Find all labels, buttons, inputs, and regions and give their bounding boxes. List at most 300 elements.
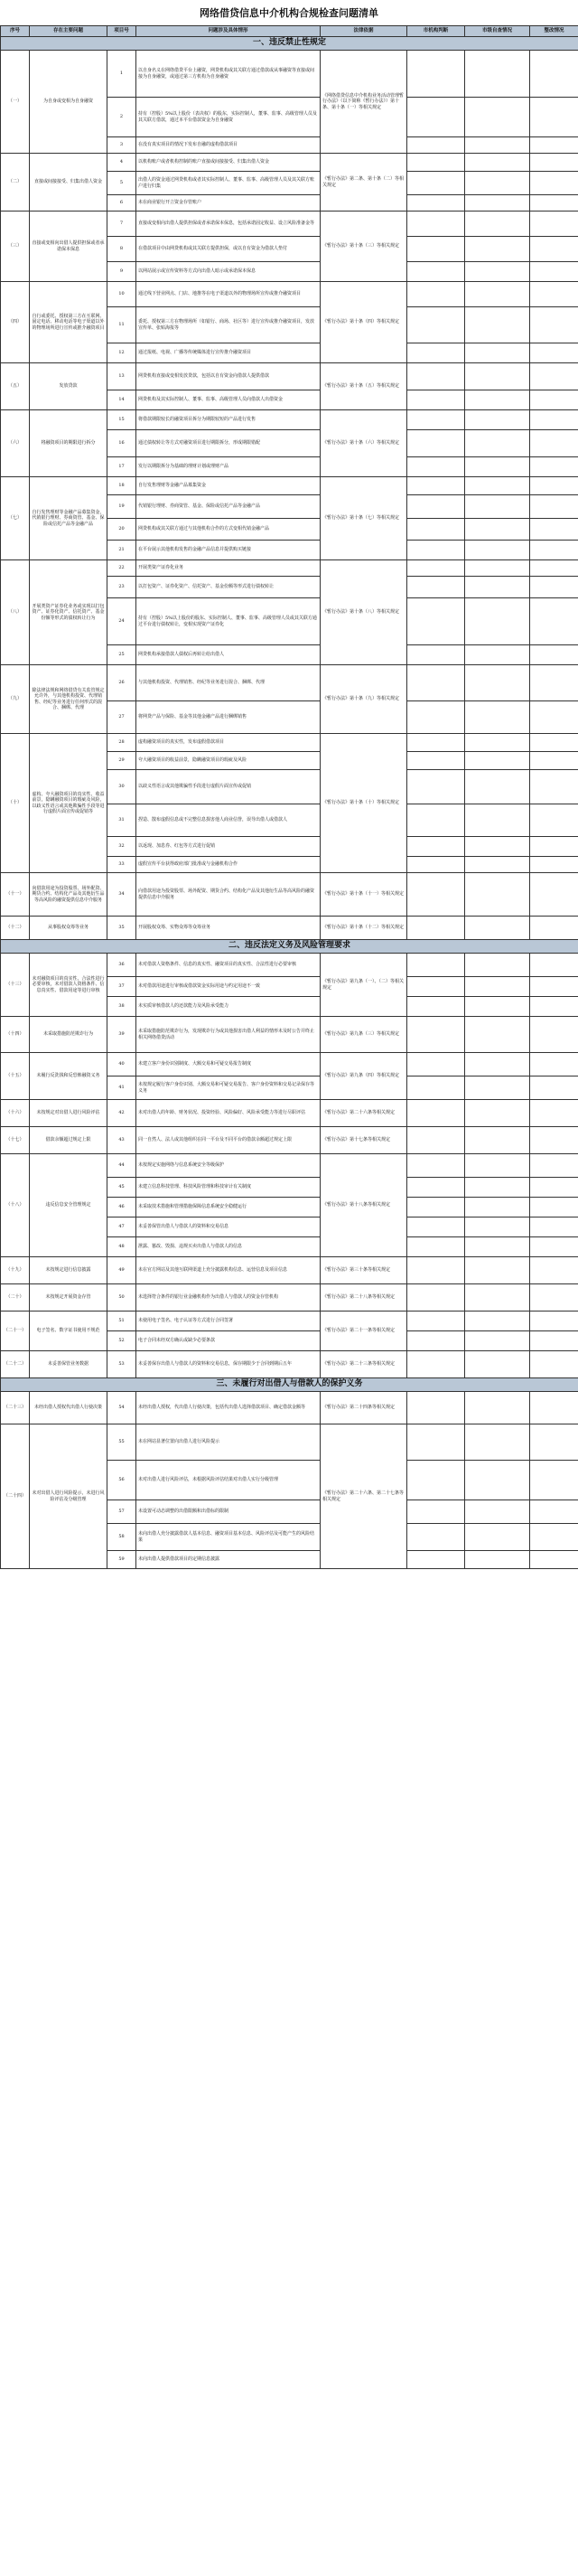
group-issue: 未妥善保管业务数据 xyxy=(30,1351,107,1378)
rectify-cell[interactable] xyxy=(530,1461,578,1500)
judgment-cell[interactable] xyxy=(407,410,465,430)
rectify-cell[interactable] xyxy=(530,917,578,940)
item-detail: 委托、授权第三方在物理场所（如银行、商场、社区等）进行宣传或推介融资项目，发放宣传单、张贴海报等 xyxy=(136,307,321,343)
judgment-cell[interactable] xyxy=(407,701,465,734)
self-check-cell[interactable] xyxy=(465,172,530,195)
self-check-cell[interactable] xyxy=(465,1424,530,1461)
judgment-cell[interactable] xyxy=(407,51,465,98)
judgment-cell[interactable] xyxy=(407,1257,465,1284)
item-no: 33 xyxy=(107,857,136,873)
rectify-cell[interactable] xyxy=(530,1351,578,1378)
item-no: 10 xyxy=(107,282,136,307)
group-law: 《暂行办法》第二十三条等相关规定 xyxy=(321,1351,407,1378)
judgment-cell[interactable] xyxy=(407,804,465,837)
self-check-cell[interactable] xyxy=(465,917,530,940)
item-detail: 未选择符合条件的银行业金融机构作为出借人与借款人的资金存管机构 xyxy=(136,1284,321,1312)
self-check-cell[interactable] xyxy=(465,645,530,665)
item-detail: 与其他机构投资、代理销售、经纪等业务进行混合、捆绑、代理 xyxy=(136,665,321,701)
group-no: （二十） xyxy=(1,1284,30,1312)
item-detail: 自行发售理财等金融产品募集资金 xyxy=(136,477,321,495)
group-issue: 向借款用途为投资股票、场外配资、期货合约、结构化产品及其他衍生品等高风险的融资提供信息中介服务 xyxy=(30,873,107,917)
judgment-cell[interactable] xyxy=(407,1217,465,1237)
judgment-cell[interactable] xyxy=(407,1392,465,1424)
group-law: 《暂行办法》第十条（七）等相关规定 xyxy=(321,477,407,560)
judgment-cell[interactable] xyxy=(407,195,465,212)
section-title: 三、未履行对出借人与借款人的保护义务 xyxy=(1,1378,578,1392)
self-check-cell[interactable] xyxy=(465,701,530,734)
judgment-cell[interactable] xyxy=(407,873,465,917)
item-no: 1 xyxy=(107,51,136,98)
rectify-cell[interactable] xyxy=(530,430,578,457)
rectify-cell[interactable] xyxy=(530,1053,578,1076)
section-row xyxy=(1,940,578,954)
rectify-cell[interactable] xyxy=(530,363,578,390)
judgment-cell[interactable] xyxy=(407,1524,465,1551)
item-no: 23 xyxy=(107,577,136,598)
item-no: 8 xyxy=(107,237,136,262)
rectify-cell[interactable] xyxy=(530,343,578,363)
group-no: （二十二） xyxy=(1,1351,30,1378)
self-check-cell[interactable] xyxy=(465,1331,530,1351)
item-no: 4 xyxy=(107,154,136,172)
judgment-cell[interactable] xyxy=(407,1461,465,1500)
header-row xyxy=(1,26,578,37)
self-check-cell[interactable] xyxy=(465,977,530,997)
rectify-cell[interactable] xyxy=(530,172,578,195)
group-law: 《暂行办法》第十条（十）等相关规定 xyxy=(321,734,407,873)
self-check-cell[interactable] xyxy=(465,541,530,560)
item-no: 45 xyxy=(107,1178,136,1198)
judgment-cell[interactable] xyxy=(407,734,465,752)
rectify-cell[interactable] xyxy=(530,410,578,430)
rectify-cell[interactable] xyxy=(530,857,578,873)
item-detail: 未实质审核借款人的还款能力及风险承受能力 xyxy=(136,997,321,1017)
item-no: 17 xyxy=(107,457,136,477)
header-no: 序号 xyxy=(1,26,30,37)
judgment-cell[interactable] xyxy=(407,977,465,997)
group-issue: 虚构、夸大融资项目的真实性、收益前景，隐瞒融资项目的瑕疵及风险，以歧义性语言或其他欺骗性手段等进行虚假片面宣传或促销等 xyxy=(30,734,107,873)
rectify-cell[interactable] xyxy=(530,1017,578,1053)
judgment-cell[interactable] xyxy=(407,645,465,665)
item-detail: 未建立信息科技管理、科技风险管理和科技审计有关制度 xyxy=(136,1178,321,1198)
judgment-cell[interactable] xyxy=(407,519,465,541)
rectify-cell[interactable] xyxy=(530,390,578,410)
item-no: 2 xyxy=(107,98,136,137)
rectify-cell[interactable] xyxy=(530,645,578,665)
judgment-cell[interactable] xyxy=(407,307,465,343)
table-row xyxy=(1,477,578,495)
rectify-cell[interactable] xyxy=(530,237,578,262)
item-no: 57 xyxy=(107,1500,136,1524)
self-check-cell[interactable] xyxy=(465,1127,530,1154)
rectify-cell[interactable] xyxy=(530,307,578,343)
rectify-cell[interactable] xyxy=(530,1237,578,1257)
rectify-cell[interactable] xyxy=(530,701,578,734)
judgment-cell[interactable] xyxy=(407,857,465,873)
self-check-cell[interactable] xyxy=(465,1154,530,1178)
item-detail: 在没有真实项目的情况下发布自融的虚构借款项目 xyxy=(136,137,321,154)
self-check-cell[interactable] xyxy=(465,430,530,457)
rectify-cell[interactable] xyxy=(530,98,578,137)
item-detail: 未对出借人进行风险评估，未根据风险评估结果对出借人实行分级管理 xyxy=(136,1461,321,1500)
rectify-cell[interactable] xyxy=(530,665,578,701)
group-no: （七） xyxy=(1,477,30,560)
group-no: （十） xyxy=(1,734,30,873)
self-check-cell[interactable] xyxy=(465,1500,530,1524)
item-no: 52 xyxy=(107,1331,136,1351)
item-no: 14 xyxy=(107,390,136,410)
self-check-cell[interactable] xyxy=(465,1217,530,1237)
rectify-cell[interactable] xyxy=(530,977,578,997)
self-check-cell[interactable] xyxy=(465,837,530,857)
judgment-cell[interactable] xyxy=(407,1076,465,1100)
group-law: 《暂行办法》第十条（九）等相关规定 xyxy=(321,665,407,734)
rectify-cell[interactable] xyxy=(530,541,578,560)
self-check-cell[interactable] xyxy=(465,734,530,752)
self-check-cell[interactable] xyxy=(465,237,530,262)
self-check-cell[interactable] xyxy=(465,51,530,98)
group-issue: 将融资项目的期限进行拆分 xyxy=(30,410,107,477)
rectify-cell[interactable] xyxy=(530,262,578,282)
group-no: （十三） xyxy=(1,954,30,1017)
self-check-cell[interactable] xyxy=(465,873,530,917)
group-law: 《暂行办法》第十条（六）等相关规定 xyxy=(321,410,407,477)
item-detail: 持有（控股）5%以上股份（表决权）的股东，实际控制人，董事、监事、高级管理人员及其关联方借款，通过本平台借款资金为自身融资 xyxy=(136,98,321,137)
item-detail: 向借款用途为投资股票、场外配资、期货合约、结构化产品及其他衍生品等高风险的融资提供信息中介服务 xyxy=(136,873,321,917)
item-no: 46 xyxy=(107,1198,136,1217)
rectify-cell[interactable] xyxy=(530,1154,578,1178)
rectify-cell[interactable] xyxy=(530,1312,578,1331)
item-detail: 未建立客户身份识别制度、大额交易和可疑交易报告制度 xyxy=(136,1053,321,1076)
table-row xyxy=(1,1312,578,1331)
table-row xyxy=(1,363,578,390)
item-no: 56 xyxy=(107,1461,136,1500)
judgment-cell[interactable] xyxy=(407,917,465,940)
self-check-cell[interactable] xyxy=(465,282,530,307)
item-no: 22 xyxy=(107,560,136,577)
item-no: 38 xyxy=(107,997,136,1017)
rectify-cell[interactable] xyxy=(530,873,578,917)
self-check-cell[interactable] xyxy=(465,752,530,770)
group-no: （十五） xyxy=(1,1053,30,1100)
self-check-cell[interactable] xyxy=(465,954,530,977)
rectify-cell[interactable] xyxy=(530,137,578,154)
judgment-cell[interactable] xyxy=(407,598,465,645)
rectify-cell[interactable] xyxy=(530,770,578,804)
rectify-cell[interactable] xyxy=(530,577,578,598)
judgment-cell[interactable] xyxy=(407,560,465,577)
rectify-cell[interactable] xyxy=(530,1331,578,1351)
judgment-cell[interactable] xyxy=(407,172,465,195)
item-detail: 开展股权众筹、实物众筹等众筹业务 xyxy=(136,917,321,940)
self-check-cell[interactable] xyxy=(465,1178,530,1198)
rectify-cell[interactable] xyxy=(530,1127,578,1154)
group-law: 《网络借贷信息中介机构业务活动管理暂行办法》（以下简称《暂行办法》）第十条、第十条（一）等相关规定 xyxy=(321,51,407,154)
group-law: 《暂行办法》第十条（十一）等相关规定 xyxy=(321,873,407,917)
item-no: 34 xyxy=(107,873,136,917)
item-detail: 未在商业银行开立资金存管账户 xyxy=(136,195,321,212)
section-title: 一、违反禁止性规定 xyxy=(1,37,578,51)
item-no: 13 xyxy=(107,363,136,390)
self-check-cell[interactable] xyxy=(465,262,530,282)
item-detail: 通过线下营业网点、门店、地推等在电子渠道以外的物理场所宣传或推介融资项目 xyxy=(136,282,321,307)
item-detail: 在借款项目中由网贷机构或其关联方提供担保，或以自有资金为借款人垫付 xyxy=(136,237,321,262)
judgment-cell[interactable] xyxy=(407,954,465,977)
table-row xyxy=(1,665,578,701)
judgment-cell[interactable] xyxy=(407,430,465,457)
table-row xyxy=(1,212,578,237)
item-no: 3 xyxy=(107,137,136,154)
self-check-cell[interactable] xyxy=(465,1100,530,1127)
rectify-cell[interactable] xyxy=(530,1100,578,1127)
judgment-cell[interactable] xyxy=(407,1198,465,1217)
item-detail: 泄露、篡改、毁损、违规买卖出借人与借款人的信息 xyxy=(136,1237,321,1257)
checklist-table xyxy=(0,25,578,1569)
rectify-cell[interactable] xyxy=(530,1198,578,1217)
self-check-cell[interactable] xyxy=(465,212,530,237)
self-check-cell[interactable] xyxy=(465,770,530,804)
judgment-cell[interactable] xyxy=(407,1154,465,1178)
judgment-cell[interactable] xyxy=(407,1284,465,1312)
group-law: 《暂行办法》第十条（四）等相关规定 xyxy=(321,282,407,363)
table-row xyxy=(1,1017,578,1053)
item-detail: 虚假宣传平台获得政府部门批准或与金融机构合作 xyxy=(136,857,321,873)
self-check-cell[interactable] xyxy=(465,560,530,577)
item-detail: 以机构账户或者机构控制的账户直接或间接接受、归集出借人资金 xyxy=(136,154,321,172)
item-detail: 直接或变相向出借人提供担保或者承诺保本保息，包括承诺固定收益、设立风险准备金等 xyxy=(136,212,321,237)
self-check-cell[interactable] xyxy=(465,457,530,477)
judgment-cell[interactable] xyxy=(407,1424,465,1461)
item-detail: 电子合同未经双方确认或缺少必要条款 xyxy=(136,1331,321,1351)
group-no: （十二） xyxy=(1,917,30,940)
judgment-cell[interactable] xyxy=(407,137,465,154)
self-check-cell[interactable] xyxy=(465,410,530,430)
rectify-cell[interactable] xyxy=(530,1392,578,1424)
self-check-cell[interactable] xyxy=(465,598,530,645)
item-detail: 通过债权转让等方式对融资项目进行期限拆分，形成期限错配 xyxy=(136,430,321,457)
rectify-cell[interactable] xyxy=(530,734,578,752)
self-check-cell[interactable] xyxy=(465,1198,530,1217)
self-check-cell[interactable] xyxy=(465,154,530,172)
judgment-cell[interactable] xyxy=(407,1551,465,1569)
judgment-cell[interactable] xyxy=(407,1127,465,1154)
item-no: 6 xyxy=(107,195,136,212)
item-no: 50 xyxy=(107,1284,136,1312)
self-check-cell[interactable] xyxy=(465,477,530,495)
item-detail: 未经出借人授权，代出借人行使决策，包括代出借人选择借款项目、确定借款金额等 xyxy=(136,1392,321,1424)
item-no: 35 xyxy=(107,917,136,940)
group-law: 《暂行办法》第九条（三）等相关规定 xyxy=(321,1017,407,1053)
group-no: （二十三） xyxy=(1,1392,30,1424)
item-detail: 未向出借人提供借款项目的定期信息披露 xyxy=(136,1551,321,1569)
section-title: 二、违反法定义务及风险管理要求 xyxy=(1,940,578,954)
rectify-cell[interactable] xyxy=(530,1424,578,1461)
rectify-cell[interactable] xyxy=(530,1284,578,1312)
judgment-cell[interactable] xyxy=(407,1331,465,1351)
self-check-cell[interactable] xyxy=(465,1284,530,1312)
self-check-cell[interactable] xyxy=(465,363,530,390)
self-check-cell[interactable] xyxy=(465,98,530,137)
self-check-cell[interactable] xyxy=(465,997,530,1017)
judgment-cell[interactable] xyxy=(407,363,465,390)
rectify-cell[interactable] xyxy=(530,1524,578,1551)
judgment-cell[interactable] xyxy=(407,577,465,598)
judgment-cell[interactable] xyxy=(407,1178,465,1198)
group-law: 《暂行办法》第二十四条等相关规定 xyxy=(321,1392,407,1424)
self-check-cell[interactable] xyxy=(465,857,530,873)
self-check-cell[interactable] xyxy=(465,1351,530,1378)
group-law: 《暂行办法》第二条、第十条（二）等相关规定 xyxy=(321,154,407,212)
self-check-cell[interactable] xyxy=(465,1392,530,1424)
self-check-cell[interactable] xyxy=(465,1257,530,1284)
rectify-cell[interactable] xyxy=(530,560,578,577)
item-no: 37 xyxy=(107,977,136,997)
judgment-cell[interactable] xyxy=(407,282,465,307)
item-no: 36 xyxy=(107,954,136,977)
self-check-cell[interactable] xyxy=(465,1076,530,1100)
self-check-cell[interactable] xyxy=(465,390,530,410)
group-issue: 未履行反洗钱和反恐怖融资义务 xyxy=(30,1053,107,1100)
judgment-cell[interactable] xyxy=(407,212,465,237)
rectify-cell[interactable] xyxy=(530,495,578,519)
self-check-cell[interactable] xyxy=(465,1461,530,1500)
self-check-cell[interactable] xyxy=(465,804,530,837)
item-detail: 未按规定履行客户身份识别、大额交易和可疑交易报告、客户身份资料和交易记录保存等义务 xyxy=(136,1076,321,1100)
group-issue: 未采取措施防范欺诈行为 xyxy=(30,1017,107,1053)
item-no: 24 xyxy=(107,598,136,645)
judgment-cell[interactable] xyxy=(407,98,465,137)
rectify-cell[interactable] xyxy=(530,212,578,237)
item-no: 28 xyxy=(107,734,136,752)
table-row xyxy=(1,873,578,917)
judgment-cell[interactable] xyxy=(407,541,465,560)
item-detail: 捏造、散布虚假信息或不完整信息损害他人商业信誉，误导出借人或借款人 xyxy=(136,804,321,837)
group-law: 《暂行办法》第二十六条、第二十七条等相关规定 xyxy=(321,1424,407,1569)
self-check-cell[interactable] xyxy=(465,495,530,519)
judgment-cell[interactable] xyxy=(407,457,465,477)
judgment-cell[interactable] xyxy=(407,1053,465,1076)
rectify-cell[interactable] xyxy=(530,997,578,1017)
group-issue: 直接或变相向出借人提供担保或者承诺保本保息 xyxy=(30,212,107,282)
group-issue: 开展类资产证券化业务或实现以打包资产、证券化资产、信托资产、基金份额等形式的债权转让行为 xyxy=(30,560,107,665)
table-row xyxy=(1,1424,578,1461)
item-no: 54 xyxy=(107,1392,136,1424)
judgment-cell[interactable] xyxy=(407,1500,465,1524)
item-no: 26 xyxy=(107,665,136,701)
item-detail: 未妥善保管出借人与借款人的资料和交易信息 xyxy=(136,1217,321,1237)
rectify-cell[interactable] xyxy=(530,457,578,477)
table-row xyxy=(1,410,578,430)
rectify-cell[interactable] xyxy=(530,1076,578,1100)
group-issue: 未按规定进行信息披露 xyxy=(30,1257,107,1284)
item-no: 51 xyxy=(107,1312,136,1331)
rectify-cell[interactable] xyxy=(530,154,578,172)
self-check-cell[interactable] xyxy=(465,577,530,598)
rectify-cell[interactable] xyxy=(530,51,578,98)
self-check-cell[interactable] xyxy=(465,343,530,363)
judgment-cell[interactable] xyxy=(407,1237,465,1257)
page-title: 网络借贷信息中介机构合规检查问题清单 xyxy=(200,7,378,19)
rectify-cell[interactable] xyxy=(530,195,578,212)
judgment-cell[interactable] xyxy=(407,770,465,804)
group-issue: 借款余额超过规定上限 xyxy=(30,1127,107,1154)
rectify-cell[interactable] xyxy=(530,752,578,770)
judgment-cell[interactable] xyxy=(407,1100,465,1127)
self-check-cell[interactable] xyxy=(465,195,530,212)
rectify-cell[interactable] xyxy=(530,1257,578,1284)
item-detail: 通过报纸、电视、广播等传统媒体进行宣传推介融资项目 xyxy=(136,343,321,363)
item-detail: 未设置可动态调整的出借限额和出借标的限制 xyxy=(136,1500,321,1524)
self-check-cell[interactable] xyxy=(465,137,530,154)
group-no: （十九） xyxy=(1,1257,30,1284)
header-issue: 存在主要问题 xyxy=(30,26,107,37)
judgment-cell[interactable] xyxy=(407,477,465,495)
judgment-cell[interactable] xyxy=(407,343,465,363)
rectify-cell[interactable] xyxy=(530,519,578,541)
judgment-cell[interactable] xyxy=(407,837,465,857)
group-no: （十四） xyxy=(1,1017,30,1053)
judgment-cell[interactable] xyxy=(407,390,465,410)
group-no: （十六） xyxy=(1,1100,30,1127)
item-detail: 以歧义性语言或其他欺骗性手段进行虚假片面宣传或促销 xyxy=(136,770,321,804)
rectify-cell[interactable] xyxy=(530,837,578,857)
rectify-cell[interactable] xyxy=(530,1551,578,1569)
section-row xyxy=(1,37,578,51)
self-check-cell[interactable] xyxy=(465,1312,530,1331)
self-check-cell[interactable] xyxy=(465,1524,530,1551)
self-check-cell[interactable] xyxy=(465,665,530,701)
item-no: 18 xyxy=(107,477,136,495)
judgment-cell[interactable] xyxy=(407,495,465,519)
judgment-cell[interactable] xyxy=(407,665,465,701)
judgment-cell[interactable] xyxy=(407,154,465,172)
group-law: 《暂行办法》第二十八条等相关规定 xyxy=(321,1284,407,1312)
rectify-cell[interactable] xyxy=(530,282,578,307)
rectify-cell[interactable] xyxy=(530,1500,578,1524)
table-row xyxy=(1,1257,578,1284)
item-no: 12 xyxy=(107,343,136,363)
judgment-cell[interactable] xyxy=(407,997,465,1017)
item-no: 25 xyxy=(107,645,136,665)
item-no: 58 xyxy=(107,1524,136,1551)
self-check-cell[interactable] xyxy=(465,1237,530,1257)
rectify-cell[interactable] xyxy=(530,1178,578,1198)
rectify-cell[interactable] xyxy=(530,804,578,837)
self-check-cell[interactable] xyxy=(465,1551,530,1569)
judgment-cell[interactable] xyxy=(407,1351,465,1378)
item-no: 30 xyxy=(107,770,136,804)
self-check-cell[interactable] xyxy=(465,1053,530,1076)
group-no: （一） xyxy=(1,51,30,154)
rectify-cell[interactable] xyxy=(530,598,578,645)
self-check-cell[interactable] xyxy=(465,307,530,343)
judgment-cell[interactable] xyxy=(407,1017,465,1053)
item-detail: 网贷机构直接或变相发放贷款，包括以自有资金向借款人提供借款 xyxy=(136,363,321,390)
judgment-cell[interactable] xyxy=(407,237,465,262)
judgment-cell[interactable] xyxy=(407,1312,465,1331)
rectify-cell[interactable] xyxy=(530,1217,578,1237)
item-detail: 以网站展示或宣传资料等方式向出借人暗示或承诺保本保息 xyxy=(136,262,321,282)
rectify-cell[interactable] xyxy=(530,477,578,495)
judgment-cell[interactable] xyxy=(407,752,465,770)
rectify-cell[interactable] xyxy=(530,954,578,977)
group-law: 《暂行办法》第十条（三）等相关规定 xyxy=(321,212,407,282)
item-detail: 夸大融资项目的收益前景，隐瞒融资项目的瑕疵及风险 xyxy=(136,752,321,770)
self-check-cell[interactable] xyxy=(465,519,530,541)
item-no: 11 xyxy=(107,307,136,343)
self-check-cell[interactable] xyxy=(465,1017,530,1053)
judgment-cell[interactable] xyxy=(407,262,465,282)
